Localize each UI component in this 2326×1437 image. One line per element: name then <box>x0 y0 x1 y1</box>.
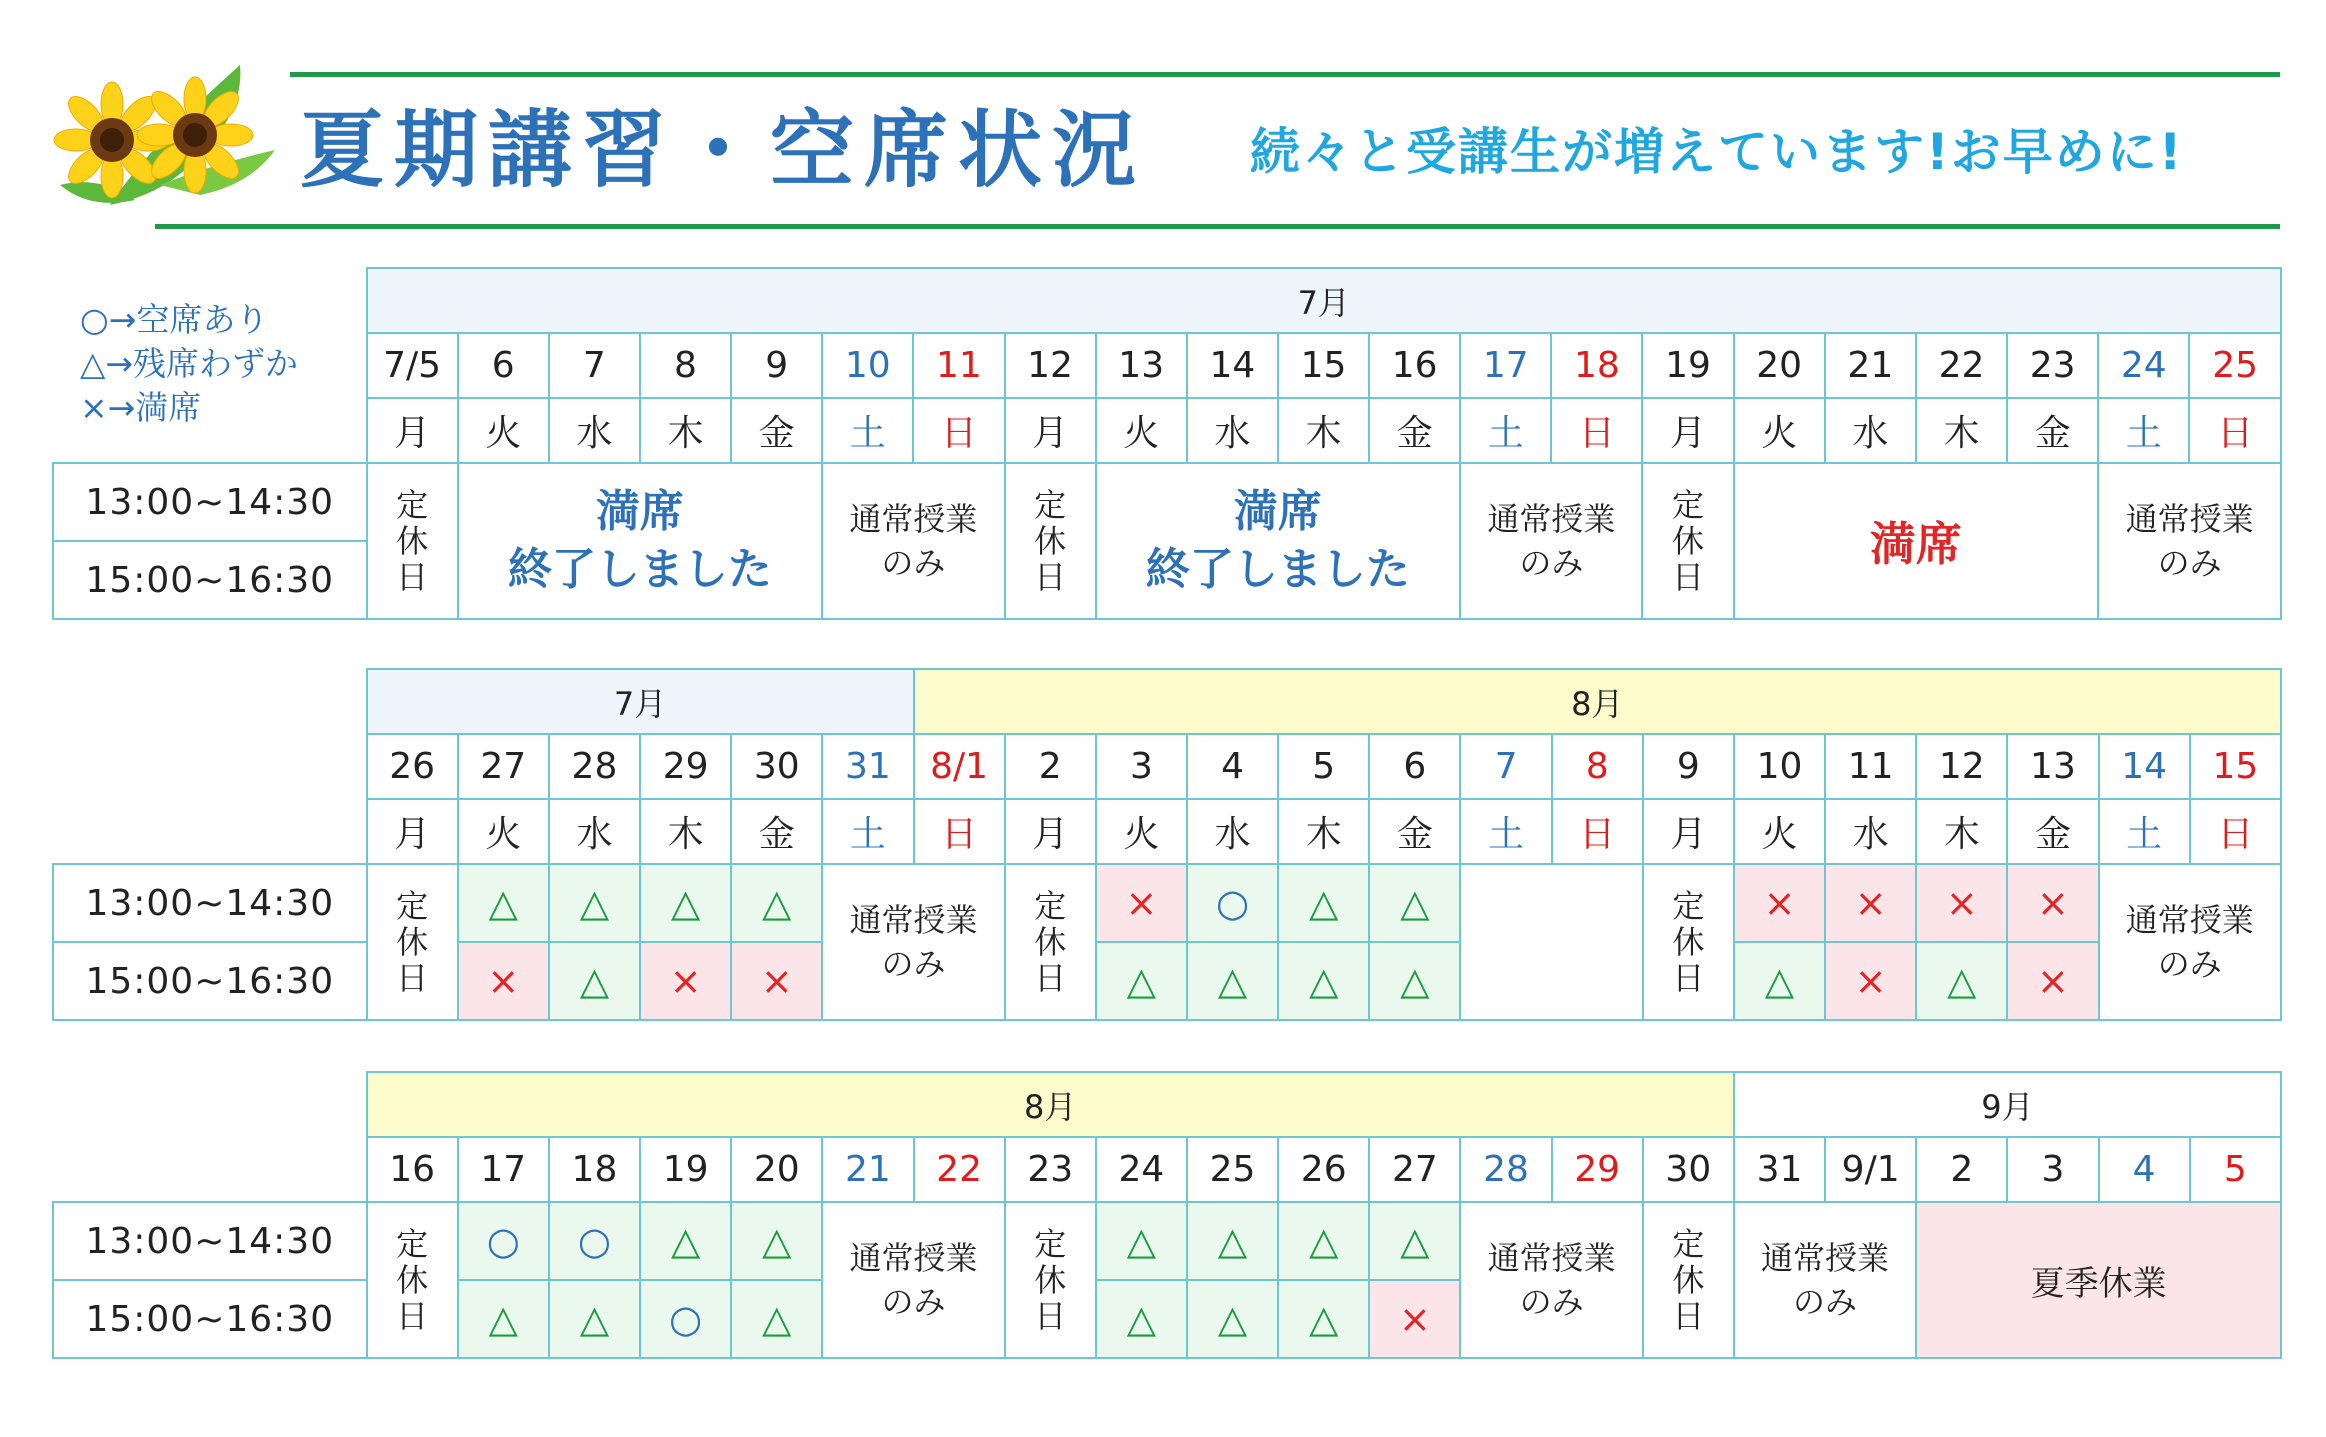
regular-class-cell: 通常授業 のみ <box>822 864 1004 1020</box>
seat-status-cell: △ <box>1187 942 1278 1020</box>
time-slot-1: 13:00~14:30 <box>53 1202 367 1280</box>
date-cell: 30 <box>731 734 822 799</box>
header-top-rule <box>290 72 2280 77</box>
regular-class-cell: 通常授業 のみ <box>2099 864 2281 1020</box>
date-cell: 19 <box>640 1137 731 1202</box>
month-header: 7月 <box>367 669 914 734</box>
date-cell: 9 <box>1643 734 1734 799</box>
weekday-cell: 木 <box>640 398 731 463</box>
schedule-table-2 <box>52 668 2282 1021</box>
seat-status-cell: × <box>2007 864 2098 942</box>
month-header: 7月 <box>367 268 2281 333</box>
seat-status-cell: △ <box>640 864 731 942</box>
schedule-table-3 <box>52 1071 2282 1359</box>
weekday-cell: 土 <box>822 398 913 463</box>
weekday-cell: 火 <box>458 799 549 864</box>
date-cell: 9 <box>731 333 822 398</box>
schedule-table-1 <box>52 267 2282 620</box>
seat-status-cell: △ <box>1369 1202 1460 1280</box>
date-cell: 7 <box>1460 734 1551 799</box>
seat-status-cell: ○ <box>1187 864 1278 942</box>
weekday-cell: 土 <box>2099 799 2190 864</box>
date-cell: 23 <box>1005 1137 1096 1202</box>
date-cell: 20 <box>1734 333 1825 398</box>
month-header: 8月 <box>367 1072 1734 1137</box>
weekday-cell: 金 <box>2007 398 2098 463</box>
weekday-cell: 金 <box>2007 799 2098 864</box>
regular-class-cell: 通常授業 のみ <box>1734 1202 1916 1358</box>
weekday-cell: 水 <box>1187 799 1278 864</box>
seat-status-cell: △ <box>1278 1280 1369 1358</box>
time-slot-2: 15:00~16:30 <box>53 1280 367 1358</box>
seat-status-cell: △ <box>1278 1202 1369 1280</box>
date-cell: 17 <box>1460 333 1551 398</box>
seat-status-cell: × <box>1096 864 1187 942</box>
date-cell: 2 <box>1005 734 1096 799</box>
seat-status-cell: × <box>1825 864 1916 942</box>
seat-status-cell: × <box>640 942 731 1020</box>
seat-status-cell: ○ <box>458 1202 549 1280</box>
time-slot-1: 13:00~14:30 <box>53 463 367 541</box>
seat-status-cell: × <box>1825 942 1916 1020</box>
corner-cell <box>53 333 367 398</box>
date-cell: 12 <box>1916 734 2007 799</box>
sold-out-ended-cell: 満席 終了しました <box>1096 463 1461 619</box>
weekday-cell: 木 <box>640 799 731 864</box>
weekday-cell: 日 <box>1551 398 1642 463</box>
closed-day-cell: 定 休 日 <box>367 864 458 1020</box>
weekday-cell: 木 <box>1916 398 2007 463</box>
seat-status-cell: ○ <box>640 1280 731 1358</box>
seat-status-cell: △ <box>1096 942 1187 1020</box>
header-bottom-rule <box>155 224 2280 229</box>
weekday-cell: 水 <box>1825 398 1916 463</box>
sold-out-cell: 満席 <box>1734 463 2099 619</box>
date-cell: 16 <box>1369 333 1460 398</box>
seat-status-cell: △ <box>549 1280 640 1358</box>
date-cell: 29 <box>1552 1137 1643 1202</box>
weekday-cell: 土 <box>822 799 913 864</box>
summer-break-cell: 夏季休業 <box>1916 1202 2281 1358</box>
date-cell: 16 <box>367 1137 458 1202</box>
corner-cell <box>53 734 367 799</box>
weekday-cell: 日 <box>914 799 1005 864</box>
seat-status-cell: ○ <box>549 1202 640 1280</box>
weekday-cell: 土 <box>1460 799 1551 864</box>
date-cell: 26 <box>367 734 458 799</box>
regular-class-cell: 通常授業 のみ <box>2098 463 2281 619</box>
weekday-cell: 火 <box>1734 398 1825 463</box>
seat-status-cell: × <box>458 942 549 1020</box>
seat-status-cell: △ <box>731 1280 822 1358</box>
date-cell: 20 <box>731 1137 822 1202</box>
closed-day-cell: 定 休 日 <box>1005 1202 1096 1358</box>
legend-available: ○→空席あり <box>80 300 269 339</box>
seat-status-cell: × <box>1916 864 2007 942</box>
seat-status-cell: × <box>731 942 822 1020</box>
weekday-cell: 月 <box>367 799 458 864</box>
date-cell: 9/1 <box>1825 1137 1916 1202</box>
seat-status-cell: △ <box>640 1202 731 1280</box>
closed-day-cell: 定 休 日 <box>367 1202 458 1358</box>
seat-status-cell: △ <box>731 864 822 942</box>
date-cell: 21 <box>822 1137 913 1202</box>
date-cell: 23 <box>2007 333 2098 398</box>
corner-cell <box>53 398 367 463</box>
date-cell: 17 <box>458 1137 549 1202</box>
date-cell: 11 <box>1825 734 1916 799</box>
weekday-cell: 木 <box>1916 799 2007 864</box>
seat-status-cell: △ <box>1096 1202 1187 1280</box>
date-cell: 13 <box>2007 734 2098 799</box>
date-cell: 18 <box>549 1137 640 1202</box>
weekday-cell: 日 <box>2189 398 2281 463</box>
weekday-cell: 火 <box>1734 799 1825 864</box>
weekday-cell: 金 <box>1369 398 1460 463</box>
empty-cell <box>1460 864 1642 1020</box>
seat-status-cell: △ <box>1916 942 2007 1020</box>
weekday-cell: 日 <box>1552 799 1643 864</box>
weekday-cell: 月 <box>1005 398 1096 463</box>
date-cell: 13 <box>1096 333 1187 398</box>
weekday-cell: 日 <box>913 398 1004 463</box>
legend-full: ×→満席 <box>80 388 202 427</box>
corner-cell <box>53 1072 367 1137</box>
closed-day-cell: 定 休 日 <box>1005 463 1096 619</box>
sunflower-icon <box>40 55 280 215</box>
sold-out-ended-cell: 満席 終了しました <box>458 463 823 619</box>
corner-cell <box>53 669 367 734</box>
seat-status-cell: × <box>2007 942 2098 1020</box>
seat-status-cell: △ <box>1187 1280 1278 1358</box>
weekday-cell: 土 <box>1460 398 1551 463</box>
date-cell: 28 <box>549 734 640 799</box>
closed-day-cell: 定 休 日 <box>367 463 458 619</box>
date-cell: 10 <box>1734 734 1825 799</box>
corner-cell <box>53 799 367 864</box>
date-cell: 18 <box>1551 333 1642 398</box>
date-cell: 7 <box>549 333 640 398</box>
weekday-cell: 月 <box>1005 799 1096 864</box>
time-slot-1: 13:00~14:30 <box>53 864 367 942</box>
date-cell: 27 <box>1369 1137 1460 1202</box>
weekday-cell: 金 <box>1369 799 1460 864</box>
date-cell: 24 <box>2098 333 2189 398</box>
page-title: 夏期講習・空席状況 <box>300 101 1147 199</box>
weekday-cell: 金 <box>731 398 822 463</box>
date-cell: 6 <box>1369 734 1460 799</box>
regular-class-cell: 通常授業 のみ <box>822 1202 1004 1358</box>
date-cell: 26 <box>1278 1137 1369 1202</box>
weekday-cell: 木 <box>1278 799 1369 864</box>
weekday-cell: 水 <box>1187 398 1278 463</box>
seat-status-cell: △ <box>731 1202 822 1280</box>
seat-status-cell: △ <box>1369 942 1460 1020</box>
weekday-cell: 土 <box>2098 398 2189 463</box>
date-cell: 8 <box>1552 734 1643 799</box>
legend-few-left: △→残席わずか <box>80 344 299 383</box>
weekday-cell: 月 <box>1642 398 1733 463</box>
date-cell: 14 <box>2099 734 2190 799</box>
date-cell: 21 <box>1825 333 1916 398</box>
seat-status-cell: × <box>1369 1280 1460 1358</box>
date-cell: 24 <box>1096 1137 1187 1202</box>
date-cell: 30 <box>1643 1137 1734 1202</box>
weekday-cell: 火 <box>1096 799 1187 864</box>
closed-day-cell: 定 休 日 <box>1643 864 1734 1020</box>
seat-status-cell: △ <box>549 864 640 942</box>
date-cell: 27 <box>458 734 549 799</box>
seat-status-cell: △ <box>1278 942 1369 1020</box>
date-cell: 22 <box>914 1137 1005 1202</box>
seat-status-cell: △ <box>1096 1280 1187 1358</box>
time-slot-2: 15:00~16:30 <box>53 942 367 1020</box>
date-cell: 15 <box>2190 734 2281 799</box>
weekday-cell: 火 <box>458 398 549 463</box>
date-cell: 2 <box>1916 1137 2007 1202</box>
weekday-cell: 日 <box>2190 799 2281 864</box>
regular-class-cell: 通常授業 のみ <box>1460 463 1642 619</box>
date-cell: 25 <box>1187 1137 1278 1202</box>
date-cell: 3 <box>2007 1137 2098 1202</box>
date-cell: 25 <box>2189 333 2281 398</box>
seat-status-cell: △ <box>1187 1202 1278 1280</box>
date-cell: 5 <box>2190 1137 2281 1202</box>
date-cell: 31 <box>1734 1137 1825 1202</box>
date-cell: 15 <box>1278 333 1369 398</box>
date-cell: 3 <box>1096 734 1187 799</box>
closed-day-cell: 定 休 日 <box>1642 463 1733 619</box>
date-cell: 28 <box>1460 1137 1551 1202</box>
regular-class-cell: 通常授業 のみ <box>1460 1202 1642 1358</box>
weekday-cell: 月 <box>1643 799 1734 864</box>
date-cell: 7/5 <box>367 333 458 398</box>
date-cell: 10 <box>822 333 913 398</box>
date-cell: 12 <box>1005 333 1096 398</box>
time-slot-2: 15:00~16:30 <box>53 541 367 619</box>
header <box>0 0 2326 240</box>
seat-status-cell: △ <box>1278 864 1369 942</box>
weekday-cell: 木 <box>1278 398 1369 463</box>
corner-cell <box>53 1137 367 1202</box>
seat-status-cell: △ <box>549 942 640 1020</box>
weekday-cell: 金 <box>731 799 822 864</box>
date-cell: 8/1 <box>914 734 1005 799</box>
date-cell: 19 <box>1642 333 1733 398</box>
weekday-cell: 水 <box>549 799 640 864</box>
date-cell: 8 <box>640 333 731 398</box>
closed-day-cell: 定 休 日 <box>1005 864 1096 1020</box>
seat-status-cell: △ <box>1734 942 1825 1020</box>
date-cell: 22 <box>1916 333 2007 398</box>
weekday-cell: 月 <box>367 398 458 463</box>
seat-status-cell: △ <box>458 1280 549 1358</box>
weekday-cell: 火 <box>1096 398 1187 463</box>
corner-cell <box>53 268 367 333</box>
date-cell: 4 <box>2099 1137 2190 1202</box>
weekday-cell: 水 <box>1825 799 1916 864</box>
date-cell: 29 <box>640 734 731 799</box>
month-header: 9月 <box>1734 1072 2281 1137</box>
date-cell: 14 <box>1187 333 1278 398</box>
seat-status-cell: △ <box>458 864 549 942</box>
weekday-cell: 水 <box>549 398 640 463</box>
date-cell: 5 <box>1278 734 1369 799</box>
date-cell: 31 <box>822 734 913 799</box>
date-cell: 4 <box>1187 734 1278 799</box>
month-header: 8月 <box>914 669 2282 734</box>
regular-class-cell: 通常授業 のみ <box>822 463 1004 619</box>
seat-status-cell: △ <box>1369 864 1460 942</box>
closed-day-cell: 定 休 日 <box>1643 1202 1734 1358</box>
page-subtitle: 続々と受講生が増えています!お早めに! <box>1250 123 2184 181</box>
seat-status-cell: × <box>1734 864 1825 942</box>
date-cell: 6 <box>458 333 549 398</box>
date-cell: 11 <box>913 333 1004 398</box>
